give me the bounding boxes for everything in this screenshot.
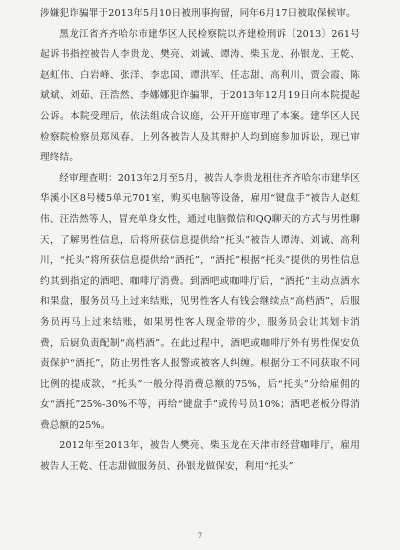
page-number: 7 <box>197 532 203 540</box>
paragraph-2: 黑龙江省齐齐哈尔市建华区人民检察院以齐建检刑诉〔2013〕261号起诉书指控被告人李贵龙、樊亮、刘诚、谭涛、柴玉龙、孙银龙、王乾、赵虹伟、白岩峰、张洋、李忠国、谭洪军、任志甜、高利川、贾会霞、陈斌斌、刘茹、汪浩然、李娜娜犯诈骗罪，于2013年12月19日向本院提起公诉。本院受理后，依法组成合议庭，公开开庭审理了本案。建华区人民检察院检察员郑凤春、上列各被告人及其辩护人均到庭参加诉讼，现已审理终结。 <box>40 28 360 164</box>
paragraph-3: 经审理查明：2013年2月至5月，被告人李贵龙租住齐齐哈尔市建华区华溪小区8号楼5单元701室，购买电脑等设备，雇用“键盘手”被告人赵虹伟、汪浩然等人，冒充单身女性，通过电脑微信和QQ聊天的方式与男性聊天，了解男性信息，后将所获信息提供给“托头”被告人谭涛、刘诚、高利川，“托头”将所获信息提供给“酒托”，“酒托”根据“托头”提供的男性信息约其到指定的酒吧、咖啡厅消费。到酒吧或咖啡厅后，“酒托”主动点酒水和果盘，服务员马上过来结账，见男性客人有钱会继续点“高档酒”，后服务员再马上过来结账，如果男性客人现金带的少，服务员会让其划卡消费，后厨负责配制“高档酒”。在此过程中，酒吧或咖啡厅外有男性保安负责保护“酒托”，防止男性客人报警或被客人纠缠。根据分工不同获取不同比例的提成款，“托头”一般分得消费总额的75%，后“托头”分给雇佣的女“酒托”25%-30%不等，再给“键盘手”或传号员10%；酒吧老板分得消费总额的25%。 <box>40 172 360 431</box>
paragraph-1: 涉嫌犯诈骗罪于2013年5月10日被刑事拘留，同年6月17日被取保候审。 <box>40 8 356 19</box>
paragraph-4: 2012年至2013年，被告人樊亮、柴玉龙在天津市经营咖啡厅，雇用被告人王乾、任志甜做服务员、孙银龙做保安，利用“托头” <box>40 440 360 473</box>
